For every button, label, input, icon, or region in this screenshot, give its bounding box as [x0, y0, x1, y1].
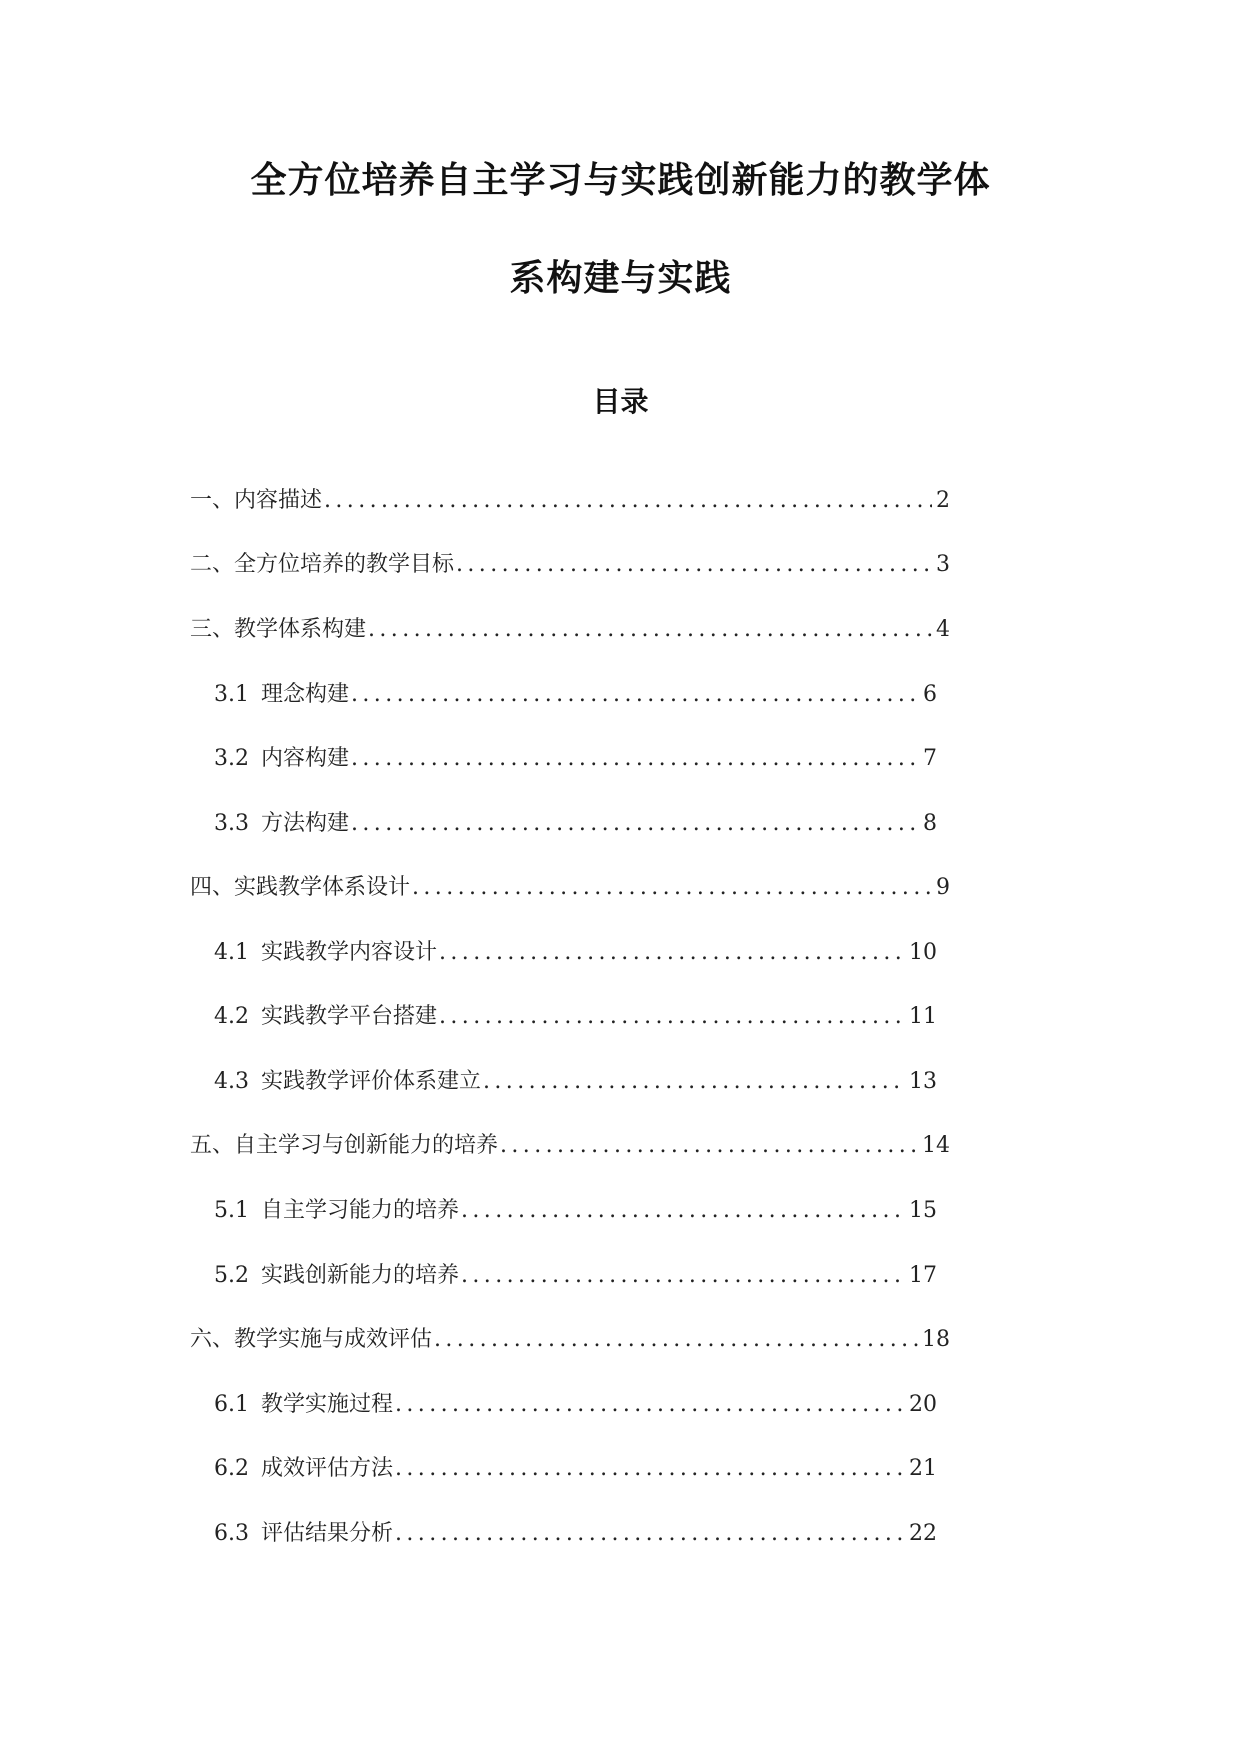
toc-page-number: 4: [936, 617, 950, 642]
toc-dot-leader: [395, 1453, 905, 1485]
toc-page-number: 2: [936, 488, 950, 513]
toc-dot-leader: [456, 549, 932, 581]
toc-entry[interactable]: [214, 679, 937, 711]
toc-section-number: 5.1: [214, 1198, 249, 1223]
toc-section-number: 4.3: [214, 1069, 249, 1094]
toc-dot-leader: [351, 679, 919, 711]
toc-page-number: 13: [909, 1069, 937, 1094]
toc-entry-label: 五、自主学习与创新能力的培养: [190, 1133, 499, 1158]
toc-page-number: 9: [936, 875, 950, 900]
toc-dot-leader: [439, 937, 905, 969]
toc-page-number: 21: [909, 1456, 937, 1481]
toc-page-number: 20: [909, 1392, 937, 1417]
toc-page-number: 18: [922, 1327, 950, 1352]
toc-entry[interactable]: [214, 1260, 937, 1292]
toc-entry[interactable]: [214, 1195, 937, 1227]
toc-entry[interactable]: [214, 1518, 937, 1550]
toc-section-number: 3.1: [214, 682, 249, 707]
toc-entry-label: 六、教学实施与成效评估: [190, 1327, 433, 1352]
toc-entry[interactable]: [190, 485, 950, 517]
toc-dot-leader: [351, 808, 919, 840]
toc-section-number: 4.1: [214, 940, 249, 965]
toc-section-number: 5.2: [214, 1263, 249, 1288]
toc-dot-leader: [461, 1260, 905, 1292]
toc-entry-label: 理念构建: [261, 682, 350, 707]
toc-entry-label: 实践教学内容设计: [261, 940, 438, 965]
toc-entry[interactable]: [214, 1389, 937, 1421]
toc-section-number: 6.3: [214, 1521, 249, 1546]
toc-dot-leader: [395, 1389, 905, 1421]
toc-dot-leader: [461, 1195, 905, 1227]
toc-entry-label: 教学实施过程: [261, 1392, 394, 1417]
toc-entry[interactable]: [214, 1453, 937, 1485]
toc-entry-label: 二、全方位培养的教学目标: [190, 552, 455, 577]
document-title-line-1: 全方位培养自主学习与实践创新能力的教学体: [250, 160, 991, 201]
toc-page-number: 11: [909, 1004, 937, 1029]
toc-entry[interactable]: [214, 808, 937, 840]
toc-entry-label: 四、实践教学体系设计: [190, 875, 411, 900]
toc-page-number: 3: [936, 552, 950, 577]
toc-section-number: 3.3: [214, 811, 249, 836]
toc-page-number: 22: [909, 1521, 937, 1546]
toc-dot-leader: [324, 485, 932, 517]
toc-entry-label: 一、内容描述: [190, 488, 323, 513]
toc-entry[interactable]: [214, 743, 937, 775]
toc-page-number: 14: [922, 1133, 950, 1158]
toc-entry[interactable]: [190, 549, 950, 581]
toc-entry[interactable]: [214, 1001, 937, 1033]
toc-entry[interactable]: [190, 1324, 950, 1356]
toc-entry[interactable]: [190, 1130, 950, 1162]
toc-dot-leader: [483, 1066, 905, 1098]
toc-dot-leader: [368, 614, 932, 646]
toc-entry[interactable]: [190, 872, 950, 904]
document-title-line-2: 系构建与实践: [509, 258, 732, 299]
toc-dot-leader: [395, 1518, 905, 1550]
toc-entry[interactable]: [214, 1066, 937, 1098]
toc-entry-label: 实践教学平台搭建: [261, 1004, 438, 1029]
toc-entry-label: 评估结果分析: [261, 1521, 394, 1546]
toc-entry-label: 自主学习能力的培养: [261, 1198, 460, 1223]
toc-heading: 目录: [592, 385, 649, 418]
toc-page-number: 17: [909, 1263, 937, 1288]
toc-dot-leader: [434, 1324, 918, 1356]
toc-entry-label: 实践教学评价体系建立: [261, 1069, 482, 1094]
toc-dot-leader: [351, 743, 919, 775]
toc-page-number: 10: [909, 940, 937, 965]
toc-entry[interactable]: [190, 614, 950, 646]
toc-entry[interactable]: [214, 937, 937, 969]
toc-page-number: 7: [923, 746, 937, 771]
toc-section-number: 4.2: [214, 1004, 249, 1029]
toc-entry-label: 成效评估方法: [261, 1456, 394, 1481]
toc-entry-label: 内容构建: [261, 746, 350, 771]
toc-entry-label: 实践创新能力的培养: [261, 1263, 460, 1288]
toc-dot-leader: [412, 872, 932, 904]
toc-entry-label: 方法构建: [261, 811, 350, 836]
toc-section-number: 6.1: [214, 1392, 249, 1417]
toc-section-number: 6.2: [214, 1456, 249, 1481]
toc-page-number: 6: [923, 682, 937, 707]
toc-dot-leader: [500, 1130, 918, 1162]
toc-section-number: 3.2: [214, 746, 249, 771]
toc-dot-leader: [439, 1001, 905, 1033]
toc-page-number: 8: [923, 811, 937, 836]
toc-page-number: 15: [909, 1198, 937, 1223]
toc-entry-label: 三、教学体系构建: [190, 617, 367, 642]
